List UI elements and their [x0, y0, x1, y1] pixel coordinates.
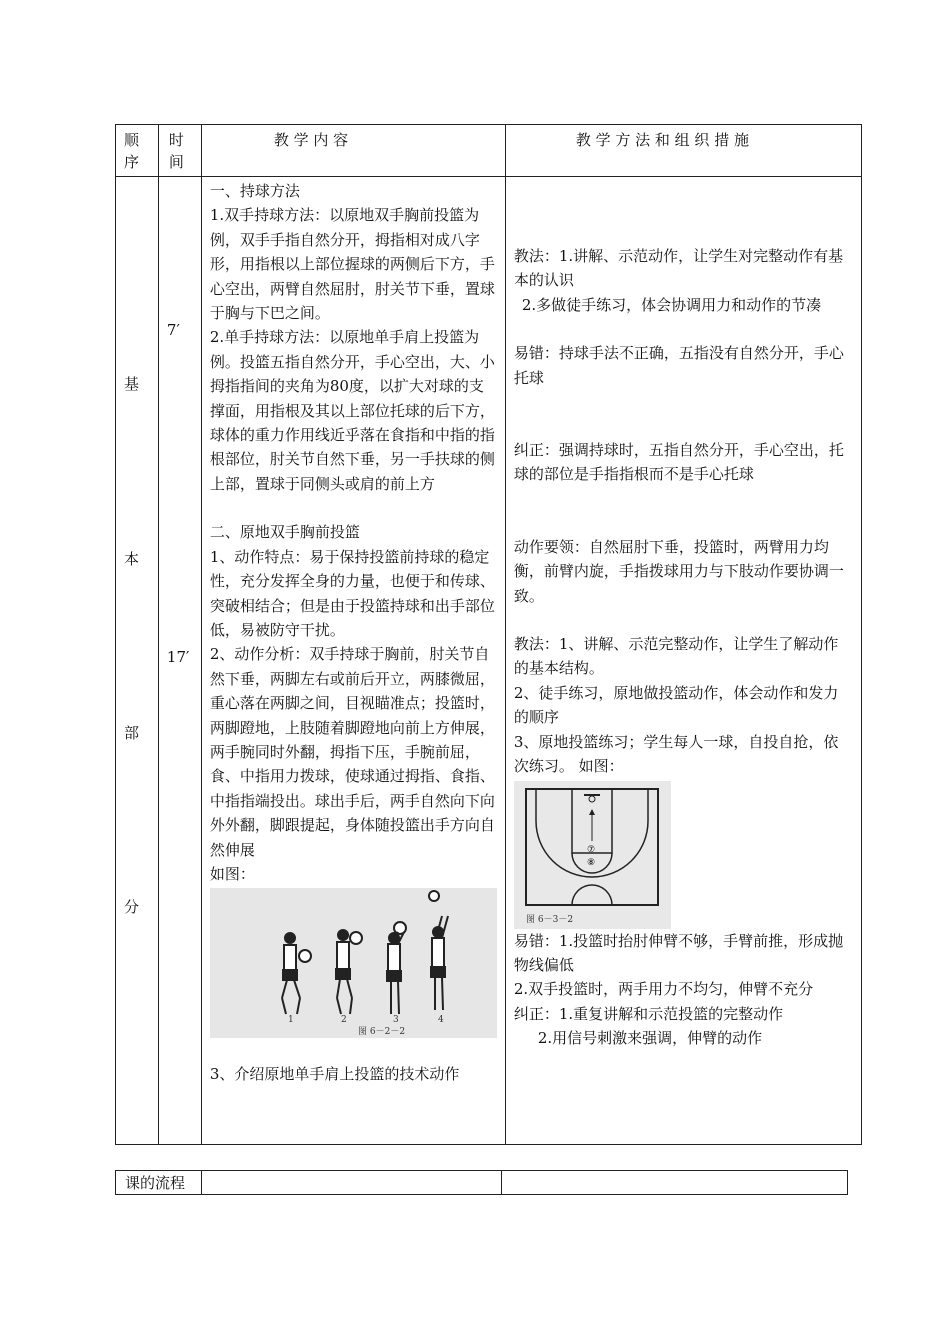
method-teaching-3: 教法：1、讲解、示范完整动作，让学生了解动作的基本结构。: [513, 635, 839, 678]
court-diagram: [514, 781, 671, 929]
shooting-sequence-illustration: [210, 888, 497, 1038]
method-correction-2: 纠正：1.重复讲解和示范投篮的完整动作: [513, 1004, 784, 1023]
time-cell: [158, 177, 201, 1145]
figure-number-1: 1: [287, 1015, 294, 1026]
method-teaching-2: 2.多做徒手练习，体会协调用力和动作的节凑: [521, 295, 822, 314]
court-mark-1: ⑦: [586, 844, 595, 855]
flow-label: 课的流程: [116, 1171, 202, 1195]
content-cell: [201, 177, 505, 1145]
method-error-2: 易错：1.投篮时抬肘伸臂不够，手臂前推，形成抛物线偏低: [513, 931, 844, 974]
figure-number-2: 2: [340, 1015, 347, 1026]
section-char-4: 分: [124, 898, 140, 916]
flow-cell-2: [502, 1171, 848, 1195]
figure-number-3: 3: [392, 1015, 399, 1026]
figure1-caption: 图 6－2－2: [357, 1027, 405, 1038]
method-teaching-4: 2、徒手练习，原地做投篮动作，体会动作和发力的顺序: [513, 683, 839, 727]
time-first: 7′: [166, 321, 180, 339]
para-analysis: 2、动作分析：双手持球于胸前，肘关节自然下垂，两脚左右或前后开立，两膝微屈，重心落在两脚之间，目视瞄准点；投篮时，两脚蹬地，上肢随着脚蹬地向前上方伸展，两手腕同时外翻，拇指下压，手腕前屈，食、中指用力拨球，使球通过拇指、食指、中指指端投出。球出手后，两手自然向下向外外翻，脚跟提起，身体随投篮出手方向自然伸展: [209, 645, 495, 859]
method-correction-1: 纠正：强调持球时，五指自然分开，手心空出，托球的部位是手指指根而不是手心托球: [513, 441, 844, 484]
para-one-hand-hold: 2.单手持球方法：以原地单手肩上投篮为例。投篮五指自然分开，手心空出，大、小拇指指间的夹角为80度，以扩大对球的支撑面，用指根及其以上部位托球的后下方，球体的重力作用线近乎落在食指和中指的指根部位，肘关节自然下垂，另一手扶球的侧上部，置球于同侧头或肩的前上方: [209, 328, 495, 493]
section-cell: [116, 177, 159, 1145]
method-header: 教 学 方 法 和 组 织 措 施: [505, 125, 861, 177]
para-features: 1、动作特点：易于保持投篮前持球的稳定性，充分发挥全身的力量，也便于和传球、突破相结合；但是由于投篮持球和出手部位低，易被防守干扰。: [209, 547, 495, 639]
method-teaching-1: 教法：1.讲解、示范动作，让学生对完整动作有基本的认识: [513, 247, 844, 290]
figure-label: 如图：: [209, 864, 255, 883]
section-char-2: 本: [124, 550, 140, 568]
shooting-sequence-figure: [210, 888, 497, 1038]
method-cell: [505, 177, 861, 1145]
method-teaching-5: 3、原地投篮练习；学生每人一球，自投自抢，依次练习。 如图：: [513, 732, 839, 776]
method-error-3: 2.双手投篮时，两手用力不均匀，伸臂不充分: [513, 980, 814, 999]
method-error-1: 易错：持球手法不正确，五指没有自然分开，手心托球: [513, 344, 844, 387]
figure-number-4: 4: [437, 1015, 444, 1026]
heading-hold-ball: 一、持球方法: [209, 182, 300, 200]
content-header: 教 学 内 容: [201, 125, 505, 177]
method-key-points: 动作要领：自然屈肘下垂，投篮时，两臂用力均衡，前臂内旋，手指拨球用力与下肢动作要协调一致。: [513, 537, 844, 605]
flow-row: [116, 1171, 848, 1195]
item-one-hand-shot: 3、介绍原地单手肩上投篮的技术动作: [209, 1065, 460, 1084]
court-mark-2: ⑧: [586, 857, 595, 868]
body-row: [116, 177, 862, 1145]
header-row: [116, 125, 862, 177]
figure2-caption: 图 6－3－2: [525, 914, 573, 925]
section-char-3: 部: [124, 724, 140, 742]
lesson-flow-table: [115, 1170, 848, 1195]
order-header: 顺 序: [116, 125, 159, 177]
court-diagram-figure: [514, 781, 671, 929]
para-two-hand-hold: 1.双手持球方法：以原地双手胸前投篮为例，双手手指自然分开，拇指相对成八字形，用指根以上部位握球的两侧后下方，手心空出，两臂自然屈肘，肘关节下垂，置球于胸与下巴之间。: [209, 206, 495, 323]
lesson-plan-table: [115, 124, 862, 1145]
method-correction-3: 2.用信号刺激来强调，伸臂的动作: [537, 1029, 763, 1048]
section-char-1: 基: [124, 375, 140, 393]
flow-cell-1: [201, 1171, 502, 1195]
time-second: 17′: [166, 648, 190, 666]
time-header: 时 间: [158, 125, 201, 177]
heading-chest-shot: 二、原地双手胸前投篮: [209, 523, 360, 542]
